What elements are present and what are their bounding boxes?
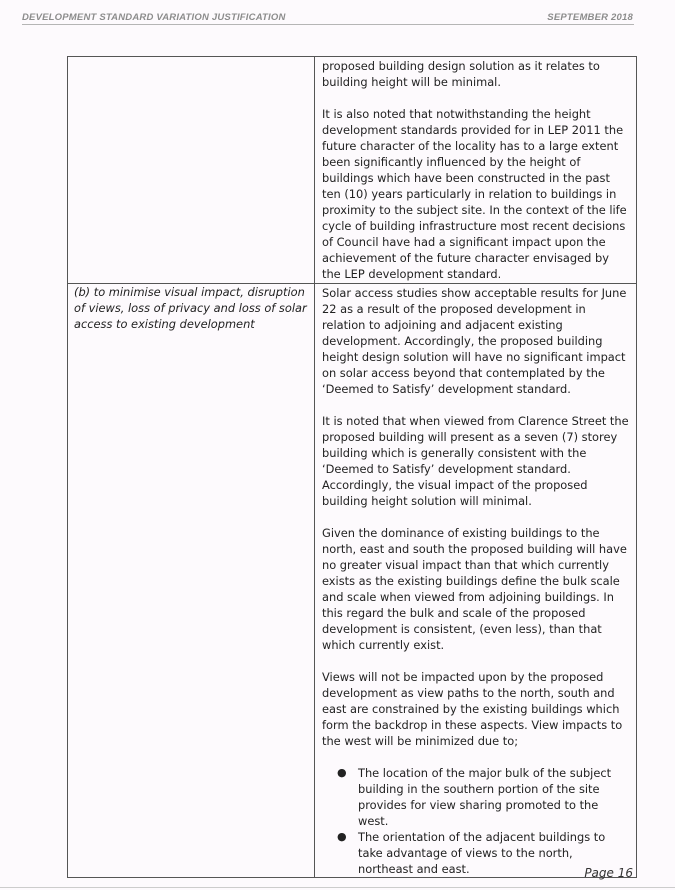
footer-rule [0,887,675,888]
view-impact-bullet-list [322,765,630,877]
justification-paragraph: Solar access studies show acceptable results for June 22 as a result of the proposed development in relation to adjoining and adjacent existing development. Accordingly, the proposed building height design solution will have no significant impact on solar access beyond that contemplated by the ‘Deemed to Satisfy’ development standard. [322,286,627,396]
justification-paragraph: It is also noted that notwithstanding the height development standards provided for in LEP 2011 the future character of the locality has to a large extent been significantly influenced by the height of buildings which have been constructed in the past ten (10) years particularly in relation to buildings in proximity to the subject site. In the context of the life cycle of building infrastructure most recent decisions of Council have had a significant impact upon the achievement of the future character envisaged by the LEP development standard. [322,107,627,281]
table-row [68,57,637,284]
objective-cell [68,57,315,284]
justification-paragraph: proposed building design solution as it relates to building height will be minimal. [322,59,600,89]
justification-cell [315,284,637,878]
objective-text: (b) to minimise visual impact, disruption of views, loss of privacy and loss of solar access to existing development [74,285,307,331]
justification-cell [315,57,637,284]
header-document-title: DEVELOPMENT STANDARD VARIATION JUSTIFICATION [22,12,286,23]
justification-table [67,56,637,878]
bullet-icon: ● [337,766,347,779]
header-rule [22,24,634,25]
header-date: SEPTEMBER 2018 [547,12,633,23]
bullet-icon: ● [337,830,347,843]
list-item [322,765,630,829]
justification-paragraph: Views will not be impacted upon by the proposed development as view paths to the north, south and east are constrained by the existing buildings which form the backdrop in these aspects. View impacts to the west will be minimized due to; [322,670,623,748]
objective-cell [68,284,315,878]
justification-paragraph: It is noted that when viewed from Clarence Street the proposed building will present as a seven (7) storey building which is generally consistent with the ‘Deemed to Satisfy’ development standard. Accordingly, the visual impact of the proposed building height solution will minimal. [322,414,629,508]
page-number: Page 16 [584,866,633,880]
bullet-text: The orientation of the adjacent buildings to take advantage of views to the north, northeast and east. [358,830,606,876]
table-row [68,284,637,878]
bullet-text: The location of the major bulk of the subject building in the southern portion of the site provides for view sharing promoted to the west. [358,766,612,828]
justification-paragraph: Given the dominance of existing buildings to the north, east and south the proposed building will have no greater visual impact than that which currently exists as the existing buildings define the bulk scale and scale when viewed from adjoining buildings. In this regard the bulk and scale of the proposed development is consistent, (even less), than that which currently exist. [322,526,627,652]
